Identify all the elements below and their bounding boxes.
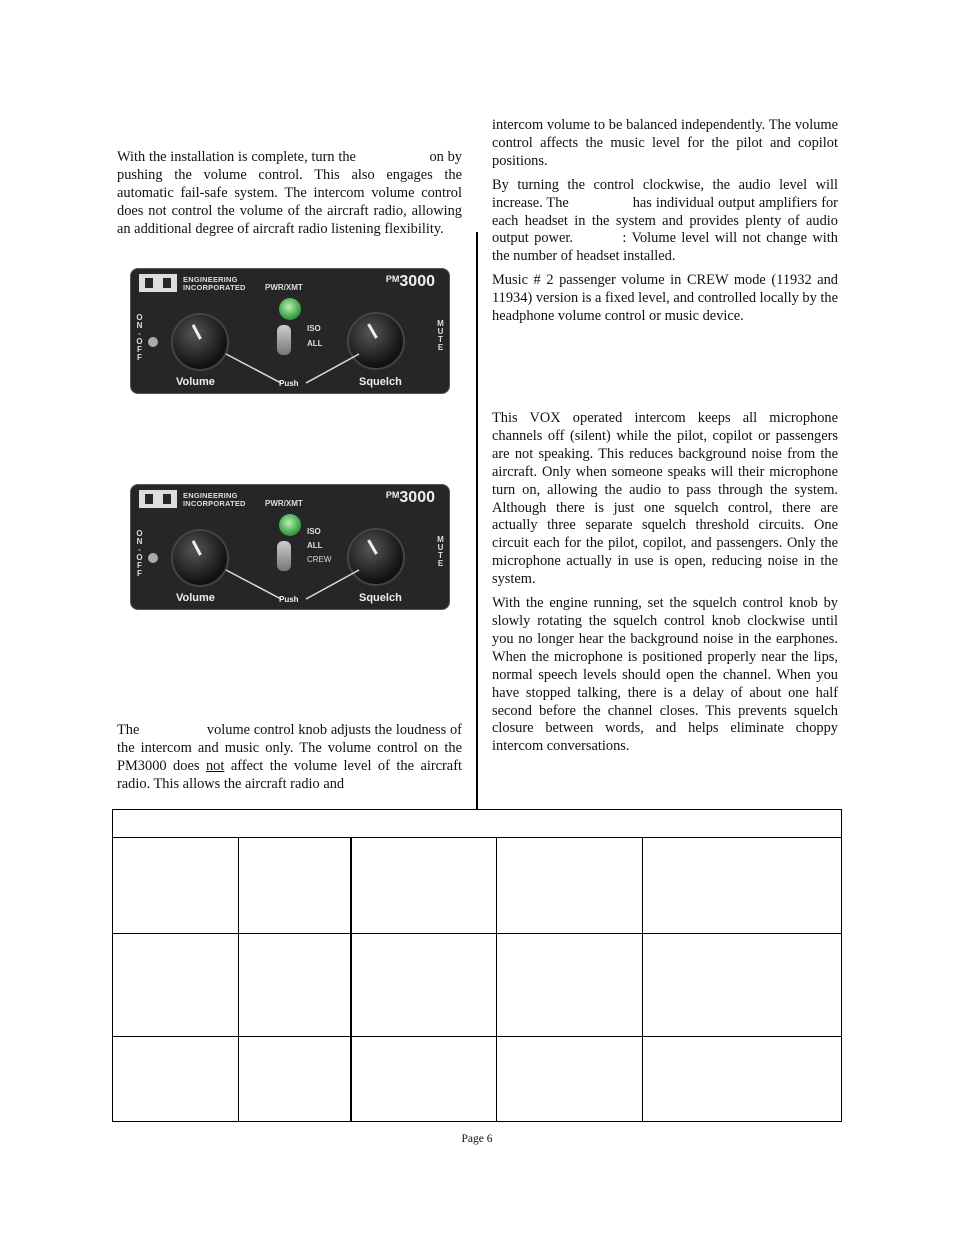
model-label: $^{PM}$3000 — [385, 489, 435, 506]
squelch-label: Squelch — [359, 376, 402, 388]
vox-paragraph: This VOX operated intercom keeps all microphone channels off (silent) while the pilot, copilot or passengers are not speaking. This reduces background noise from the aircraft. Only when someone speaks will their microphone turn on, allowing the audio to pass through the system. Although there is just one squelch control, there are actually three separate squelch threshold circuits. One circuit each for the pilot, copilot, and passengers. Only the microphone actually in use is open, reducing noise in the system. — [492, 410, 838, 588]
push-label: Push — [279, 595, 299, 604]
mode-switch-labels: ISO ALL — [307, 324, 323, 348]
table-row — [113, 1036, 841, 1037]
pm3000-panel-image — [130, 268, 450, 394]
squelch-label: Squelch — [359, 592, 402, 604]
squelch-setting-paragraph: With the engine running, set the squelch control knob by slowly rotating the squelch control knob clockwise until you no longer hear the background noise in the earphones. When the microphone is positioned properly near the lips, normal speech levels should open the channel. When you have stopped talking, there is a delay of about one half second before the channel closes. This prevents squelch closure between words, and helps eliminate choppy intercom conversations. — [492, 595, 838, 755]
left-column — [117, 149, 462, 245]
volume-label: Volume — [176, 376, 215, 388]
table-row — [113, 933, 841, 934]
on-off-label: ON-OFF — [135, 313, 144, 361]
on-off-label: ON-OFF — [135, 529, 144, 577]
ps-logo: ENGINEERING INCORPORATED — [139, 490, 319, 510]
mute-label: MUTE — [436, 319, 445, 351]
mode-switch-labels: ISO ALL CREW — [307, 527, 332, 564]
installation-paragraph: With the installation is complete, turn the on by pushing the volume control. This also engages the automatic fail-safe system. The intercom volume control does not control the volume of the aircraft radio, allowing an additional degree of aircraft radio listening flexibility. — [117, 149, 463, 237]
volume-label: Volume — [176, 592, 215, 604]
column-divider — [476, 232, 478, 810]
pwr-xmt-label: PWR/XMT — [265, 283, 303, 292]
squelch-section — [492, 410, 838, 762]
ps-logo: ENGINEERING INCORPORATED — [139, 274, 319, 294]
output-paragraph: By turning the control clockwise, the audio level will increase. The has individual output amplifiers for each headset in the system and provides plenty of audio output power. : Volume level will not change with the number of headset installed. — [492, 176, 838, 265]
balance-paragraph: intercom volume to be balanced independently. The volume control affects the music level for the pilot and copilot positions. — [492, 117, 838, 169]
music-paragraph: Music # 2 passenger volume in CREW mode (11932 and 11934) version is a fixed level, and controlled locally by the headphone volume control or music device. — [492, 272, 838, 325]
push-label: Push — [279, 379, 299, 388]
right-column — [492, 117, 838, 332]
pwr-xmt-label: PWR/XMT — [265, 499, 303, 508]
mute-label: MUTE — [436, 535, 445, 567]
table-title-row — [113, 810, 841, 838]
pm3000-crew-panel-image — [130, 484, 450, 610]
model-label: $^{PM}$3000 — [385, 273, 435, 290]
volume-paragraph: The volume control knob adjusts the loudness of the intercom and music only. The volume control on the PM3000 does not affect the volume level of the aircraft radio. This allows the aircraft radio and — [117, 722, 462, 792]
page-number: Page 6 — [461, 1133, 493, 1145]
specification-table — [112, 809, 842, 1122]
